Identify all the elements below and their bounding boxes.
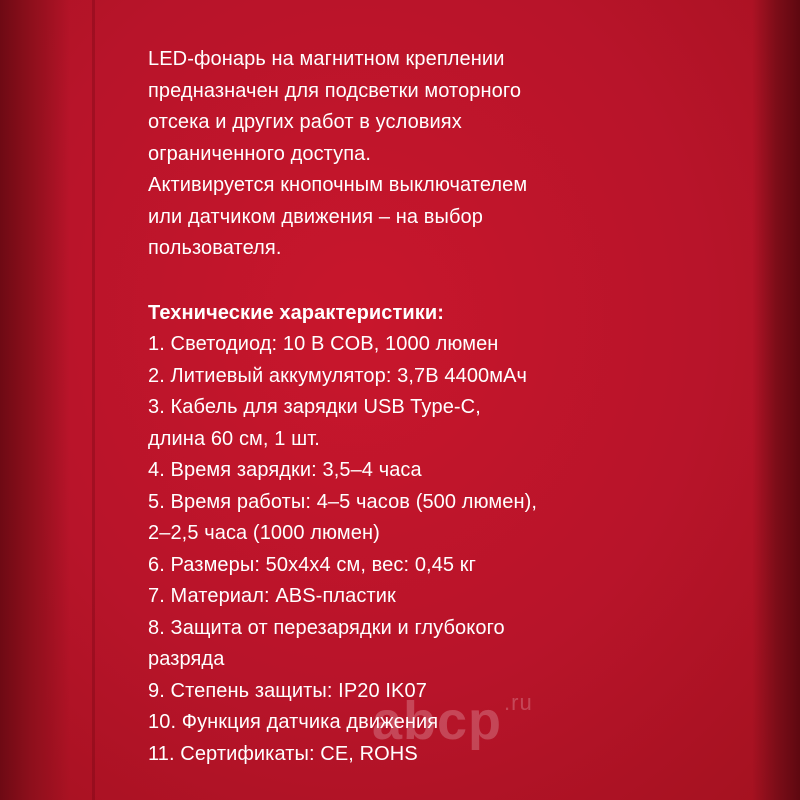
spec-line: 10. Функция датчика движения [148, 711, 439, 733]
spec-line: 2. Литиевый аккумулятор: 3,7В 4400мАч [148, 364, 528, 387]
spec-line: 4. Время зарядки: 3,5–4 часа [148, 459, 422, 481]
box-fold-crease [92, 0, 95, 800]
description-line: отсека и других работ в условиях [148, 111, 462, 133]
box-printed-text [148, 44, 648, 770]
description-line: LED-фонарь на магнитном креплении [148, 48, 505, 70]
watermark-logo [372, 690, 533, 752]
watermark-tld: .ru [504, 690, 533, 715]
watermark-name: abcp [372, 691, 503, 751]
box-right-edge-shadow [752, 0, 800, 800]
spec-line: 5. Время работы: 4–5 часов (500 люмен), [148, 490, 538, 513]
spec-line: длина 60 см, 1 шт. [148, 427, 320, 450]
description-line: или датчиком движения – на выбор [148, 205, 483, 228]
spec-line: 3. Кабель для зарядки USB Type-C, [148, 396, 481, 418]
spec-line: 11. Сертификаты: CE, ROHS [148, 742, 418, 765]
description-line: пользователя. [148, 237, 282, 259]
spec-line: 2–2,5 часа (1000 люмен) [148, 522, 380, 544]
spec-line: 9. Степень защиты: IP20 IK07 [148, 679, 427, 702]
spec-line: 7. Материал: ABS-пластик [148, 585, 396, 607]
description-line: Активируется кнопочным выключателем [148, 174, 528, 196]
description-line: ограниченного доступа. [148, 142, 372, 165]
box-left-edge-shadow [0, 0, 70, 800]
spec-line: 1. Светодиод: 10 В COB, 1000 люмен [148, 333, 499, 355]
description-line: предназначен для подсветки моторного [148, 79, 522, 102]
product-description [148, 44, 648, 265]
specs-heading: Технические характеристики: [148, 301, 445, 324]
spec-line: разряда [148, 648, 225, 670]
spec-line: 6. Размеры: 50х4х4 см, вес: 0,45 кг [148, 553, 477, 576]
spec-line: 8. Защита от перезарядки и глубокого [148, 616, 505, 639]
